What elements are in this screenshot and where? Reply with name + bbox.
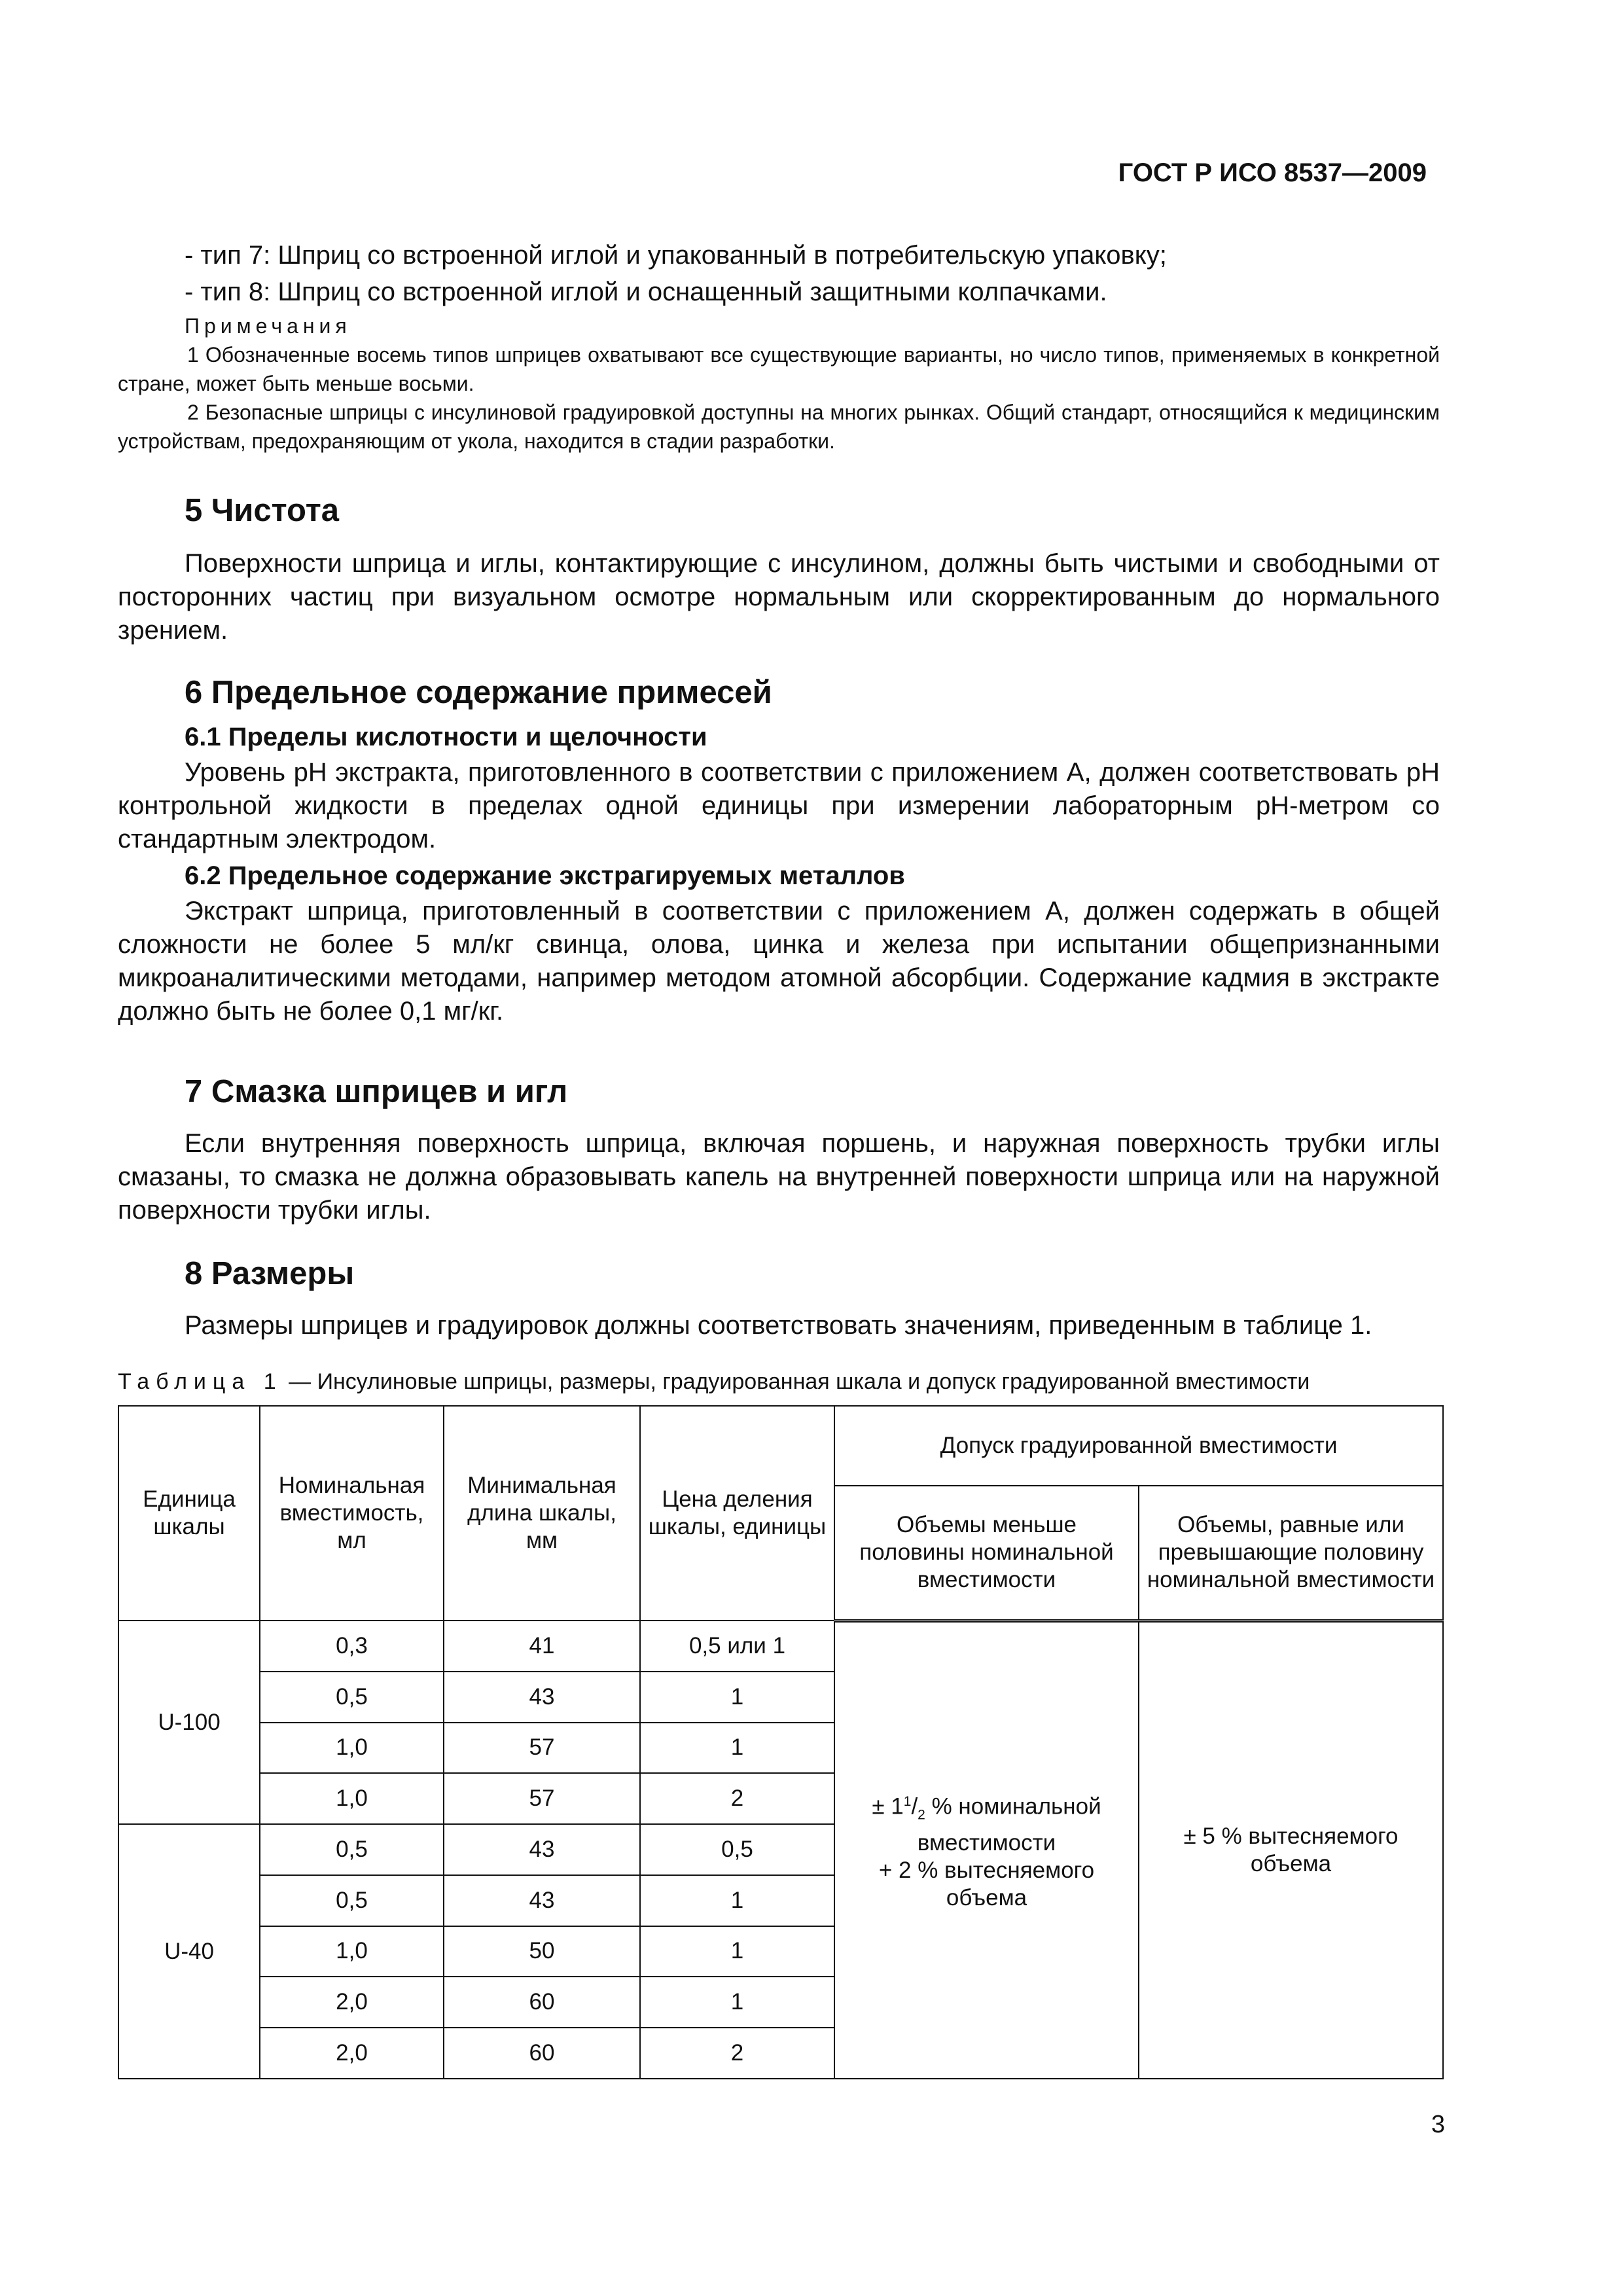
header-tol-less: Объемы меньше половины номинальной вместимости — [834, 1486, 1139, 1621]
standard-code: ГОСТ Р ИСО 8537—2009 — [1118, 158, 1427, 187]
nominal-cell: 0,5 — [260, 1824, 444, 1875]
length-cell: 43 — [444, 1824, 640, 1875]
nominal-cell: 0,5 — [260, 1875, 444, 1926]
notes-block — [118, 312, 1440, 456]
header-nominal: Номинальная вместимость, мл — [260, 1406, 444, 1621]
table-caption-label: Таблица 1 — [118, 1369, 283, 1394]
syringe-table — [118, 1405, 1444, 2079]
page-number: 3 — [1431, 2111, 1445, 2138]
header-tol-more: Объемы, равные или превышающие половину номинальной вместимости — [1139, 1486, 1443, 1621]
length-cell: 50 — [444, 1926, 640, 1977]
section-7 — [118, 1073, 1440, 1227]
length-cell: 43 — [444, 1672, 640, 1723]
length-cell: 41 — [444, 1621, 640, 1672]
table-row — [118, 1621, 1443, 1672]
header-division: Цена деления шкалы, единицы — [640, 1406, 834, 1621]
unit-cell: U-40 — [118, 1824, 260, 2079]
table-caption — [118, 1369, 1310, 1395]
header-unit: Единица шкалы — [118, 1406, 260, 1621]
length-cell: 43 — [444, 1875, 640, 1926]
section-8 — [118, 1255, 1440, 1342]
type-list — [185, 237, 1428, 310]
length-cell: 60 — [444, 1977, 640, 2028]
section-heading: 8 Размеры — [185, 1256, 355, 1291]
header-tolerance: Допуск градуированной вместимости — [834, 1406, 1443, 1486]
section-5 — [118, 492, 1440, 647]
note-item: 2 Безопасные шприцы с инсулиновой градуировкой доступны на многих рынках. Общий стандарт, относящийся к медицинским устройствам, предохраняющим от укола, находится в стадии разработки. — [118, 401, 1440, 453]
division-cell: 1 — [640, 1926, 834, 1977]
nominal-cell: 1,0 — [260, 1773, 444, 1824]
type-list-item: - тип 8: Шприц со встроенной иглой и оснащенный защитными колпачками. — [185, 278, 1107, 306]
tolerance-more-cell: ± 5 % вытесняемого объема — [1139, 1621, 1443, 2079]
length-cell: 57 — [444, 1723, 640, 1774]
section-text: Поверхности шприца и иглы, контактирующие с инсулином, должны быть чистыми и свободными от посторонних частиц при визуальном осмотре нормальным или скорректированным до нормального зрением. — [118, 549, 1440, 645]
division-cell: 1 — [640, 1723, 834, 1774]
nominal-cell: 0,3 — [260, 1621, 444, 1672]
header-min-length: Минимальная длина шкалы, мм — [444, 1406, 640, 1621]
division-cell: 1 — [640, 1977, 834, 2028]
section-text: Экстракт шприца, приготовленный в соответствии с приложением А, должен содержать в общей сложности не более 5 мл/кг свинца, олова, цинка и железа при испытании общепризнанными микроаналитическими методами, например методом атомной абсорбции. Содержание кадмия в экстракте должно быть не более 0,1 мг/кг. — [118, 897, 1440, 1026]
subsection-heading: 6.1 Пределы кислотности и щелочности — [185, 723, 707, 751]
section-heading: 7 Смазка шприцев и игл — [185, 1074, 568, 1109]
nominal-cell: 0,5 — [260, 1672, 444, 1723]
nominal-cell: 2,0 — [260, 2028, 444, 2079]
nominal-cell: 1,0 — [260, 1723, 444, 1774]
section-heading: 6 Предельное содержание примесей — [185, 675, 772, 710]
length-cell: 60 — [444, 2028, 640, 2079]
type-list-item: - тип 7: Шприц со встроенной иглой и упакованный в потребительскую упаковку; — [185, 241, 1167, 270]
nominal-cell: 1,0 — [260, 1926, 444, 1977]
section-6 — [118, 674, 1440, 1028]
notes-title: Примечания — [185, 314, 351, 338]
division-cell: 2 — [640, 1773, 834, 1824]
division-cell: 0,5 — [640, 1824, 834, 1875]
unit-cell: U-100 — [118, 1621, 260, 1824]
subsection-heading: 6.2 Предельное содержание экстрагируемых металлов — [185, 861, 905, 890]
table-caption-text: — Инсулиновые шприцы, размеры, градуированная шкала и допуск градуированной вместимости — [289, 1369, 1310, 1394]
section-heading: 5 Чистота — [185, 493, 339, 528]
length-cell: 57 — [444, 1773, 640, 1824]
section-text: Размеры шприцев и градуировок должны соответствовать значениям, приведенным в таблице 1. — [185, 1311, 1372, 1340]
division-cell: 0,5 или 1 — [640, 1621, 834, 1672]
section-text: Если внутренняя поверхность шприца, включая поршень, и наружная поверхность трубки иглы смазаны, то смазка не должна образовывать капель на внутренней поверхности шприца или на наружной поверхности трубки иглы. — [118, 1129, 1440, 1225]
nominal-cell: 2,0 — [260, 1977, 444, 2028]
section-text: Уровень pH экстракта, приготовленного в соответствии с приложением А, должен соответствовать pH контрольной жидкости в пределах одной единицы при измерении лабораторным pH-метром со стандартным электродом. — [118, 758, 1440, 853]
division-cell: 2 — [640, 2028, 834, 2079]
note-item: 1 Обозначенные восемь типов шприцев охватывают все существующие варианты, но число типов, применяемых в конкретной стране, может быть меньше восьми. — [118, 343, 1440, 395]
division-cell: 1 — [640, 1672, 834, 1723]
tolerance-less-cell: ± $1^1/_2$ % номинальной вместимости + 2 % вытесняемого объема — [834, 1621, 1139, 2079]
division-cell: 1 — [640, 1875, 834, 1926]
